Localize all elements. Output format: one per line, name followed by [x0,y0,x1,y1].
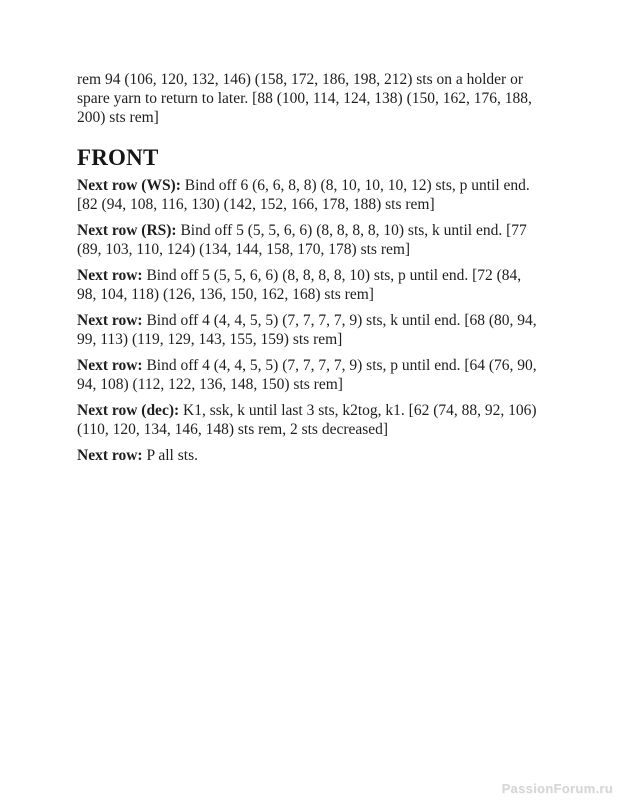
pattern-text-block [77,70,542,472]
row-label: Next row: [77,312,143,329]
section-heading-front: FRONT [77,145,159,170]
row-text: K1, ssk, k until last 3 sts, k2tog, k1. [62 (74, 88, 92, 106) (110, 120, 134, 146, 148) sts rem, 2 sts decreased] [77,402,537,438]
row-label: Next row (dec): [77,402,180,419]
row-label: Next row: [77,447,143,464]
instruction-paragraph [77,311,542,349]
intro-paragraph: rem 94 (106, 120, 132, 146) (158, 172, 186, 198, 212) sts on a holder or spare yarn to return to later. [88 (100, 114, 124, 138) (150, 162, 176, 188, 200) sts rem] [77,71,532,126]
row-text: Bind off 5 (5, 5, 6, 6) (8, 8, 8, 8, 10) sts, p until end. [72 (84, 98, 104, 118) (126, 136, 150, 162, 168) sts rem] [77,267,522,303]
instruction-paragraph [77,446,542,465]
row-label: Next row: [77,357,143,374]
instruction-paragraph [77,221,542,259]
row-label: Next row (RS): [77,222,177,239]
row-text: Bind off 6 (6, 6, 8, 8) (8, 10, 10, 10, 12) sts, p until end. [82 (94, 108, 116, 130) (142, 152, 166, 178, 188) sts rem] [77,177,530,213]
row-text: P all sts. [146,447,198,464]
row-text: Bind off 5 (5, 5, 6, 6) (8, 8, 8, 8, 10) sts, k until end. [77 (89, 103, 110, 124) (134, 144, 158, 170, 178) sts rem] [77,222,527,258]
instruction-paragraph [77,356,542,394]
instruction-paragraph [77,176,542,214]
watermark: PassionForum.ru [501,781,613,796]
row-label: Next row: [77,267,143,284]
row-text: Bind off 4 (4, 4, 5, 5) (7, 7, 7, 7, 9) sts, k until end. [68 (80, 94, 99, 113) (119, 129, 143, 155, 159) sts rem] [77,312,537,348]
row-text: Bind off 4 (4, 4, 5, 5) (7, 7, 7, 7, 9) sts, p until end. [64 (76, 90, 94, 108) (112, 122, 136, 148, 150) sts rem] [77,357,537,393]
instruction-paragraph [77,401,542,439]
instruction-paragraph [77,266,542,304]
row-label: Next row (WS): [77,177,181,194]
